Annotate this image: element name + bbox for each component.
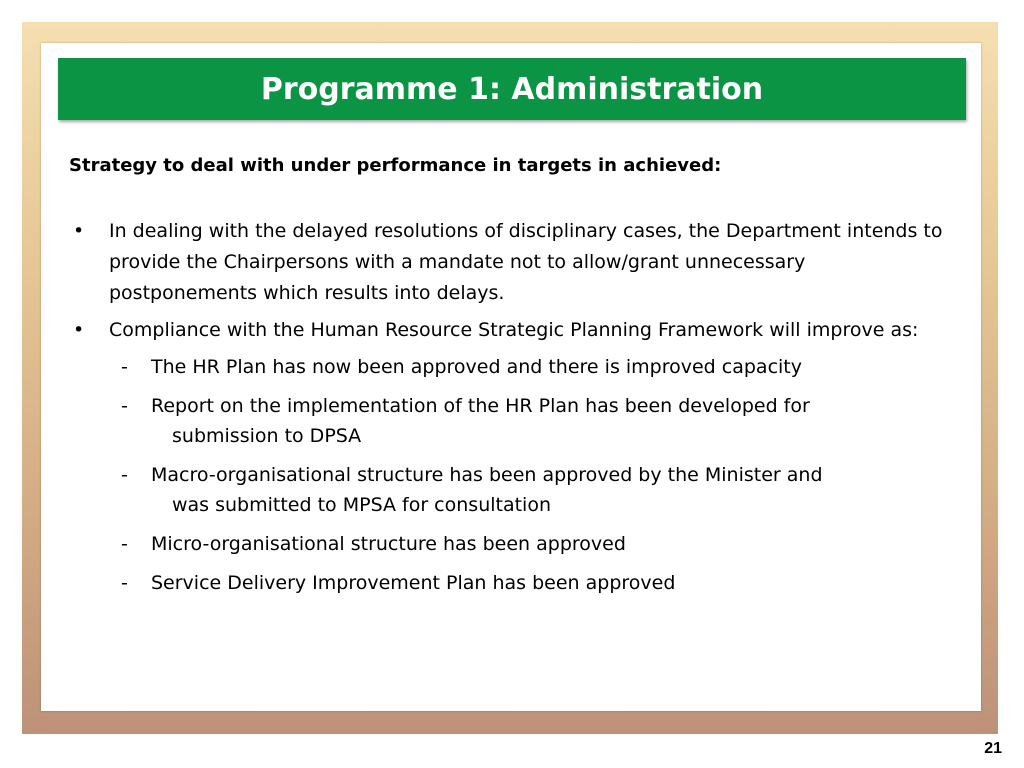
dash-mark: - xyxy=(121,533,128,555)
bullet-text: Compliance with the Human Resource Strategic Planning Framework will improve as: xyxy=(109,319,919,341)
bullet-item xyxy=(69,216,949,309)
dash-mark: - xyxy=(121,356,128,378)
sub-item-continuation: submission to DPSA xyxy=(172,425,362,447)
dash-mark: - xyxy=(121,395,128,417)
dash-mark: - xyxy=(121,464,128,486)
bullet-item xyxy=(69,315,949,346)
sub-item-text: Report on the implementation of the HR Plan has been developed for xyxy=(151,395,810,417)
sub-item xyxy=(69,391,949,451)
sub-item xyxy=(69,568,949,598)
sub-item-text: Macro-organisational structure has been approved by the Minister and xyxy=(151,464,823,486)
sub-item xyxy=(69,529,949,559)
sub-item xyxy=(69,460,949,520)
dash-mark: - xyxy=(121,572,128,594)
bullet-mark: • xyxy=(73,220,85,242)
slide-content xyxy=(69,152,949,607)
sub-item-text: Micro-organisational structure has been approved xyxy=(151,533,626,555)
strategy-heading: Strategy to deal with under performance in targets in achieved: xyxy=(69,155,722,176)
bullet-mark: • xyxy=(73,319,85,341)
slide-title: Programme 1: Administration xyxy=(260,71,764,107)
sub-item-text: The HR Plan has now been approved and there is improved capacity xyxy=(151,356,802,378)
title-bar xyxy=(58,58,966,120)
sub-item xyxy=(69,352,949,382)
bullet-text: In dealing with the delayed resolutions of disciplinary cases, the Department intends to provide the Chairpersons with a mandate not to allow/grant unnecessary postponements which results into delays. xyxy=(109,220,943,304)
sub-item-text: Service Delivery Improvement Plan has been approved xyxy=(151,572,676,594)
sub-item-continuation: was submitted to MPSA for consultation xyxy=(172,494,551,516)
page-number: 21 xyxy=(984,740,1002,757)
